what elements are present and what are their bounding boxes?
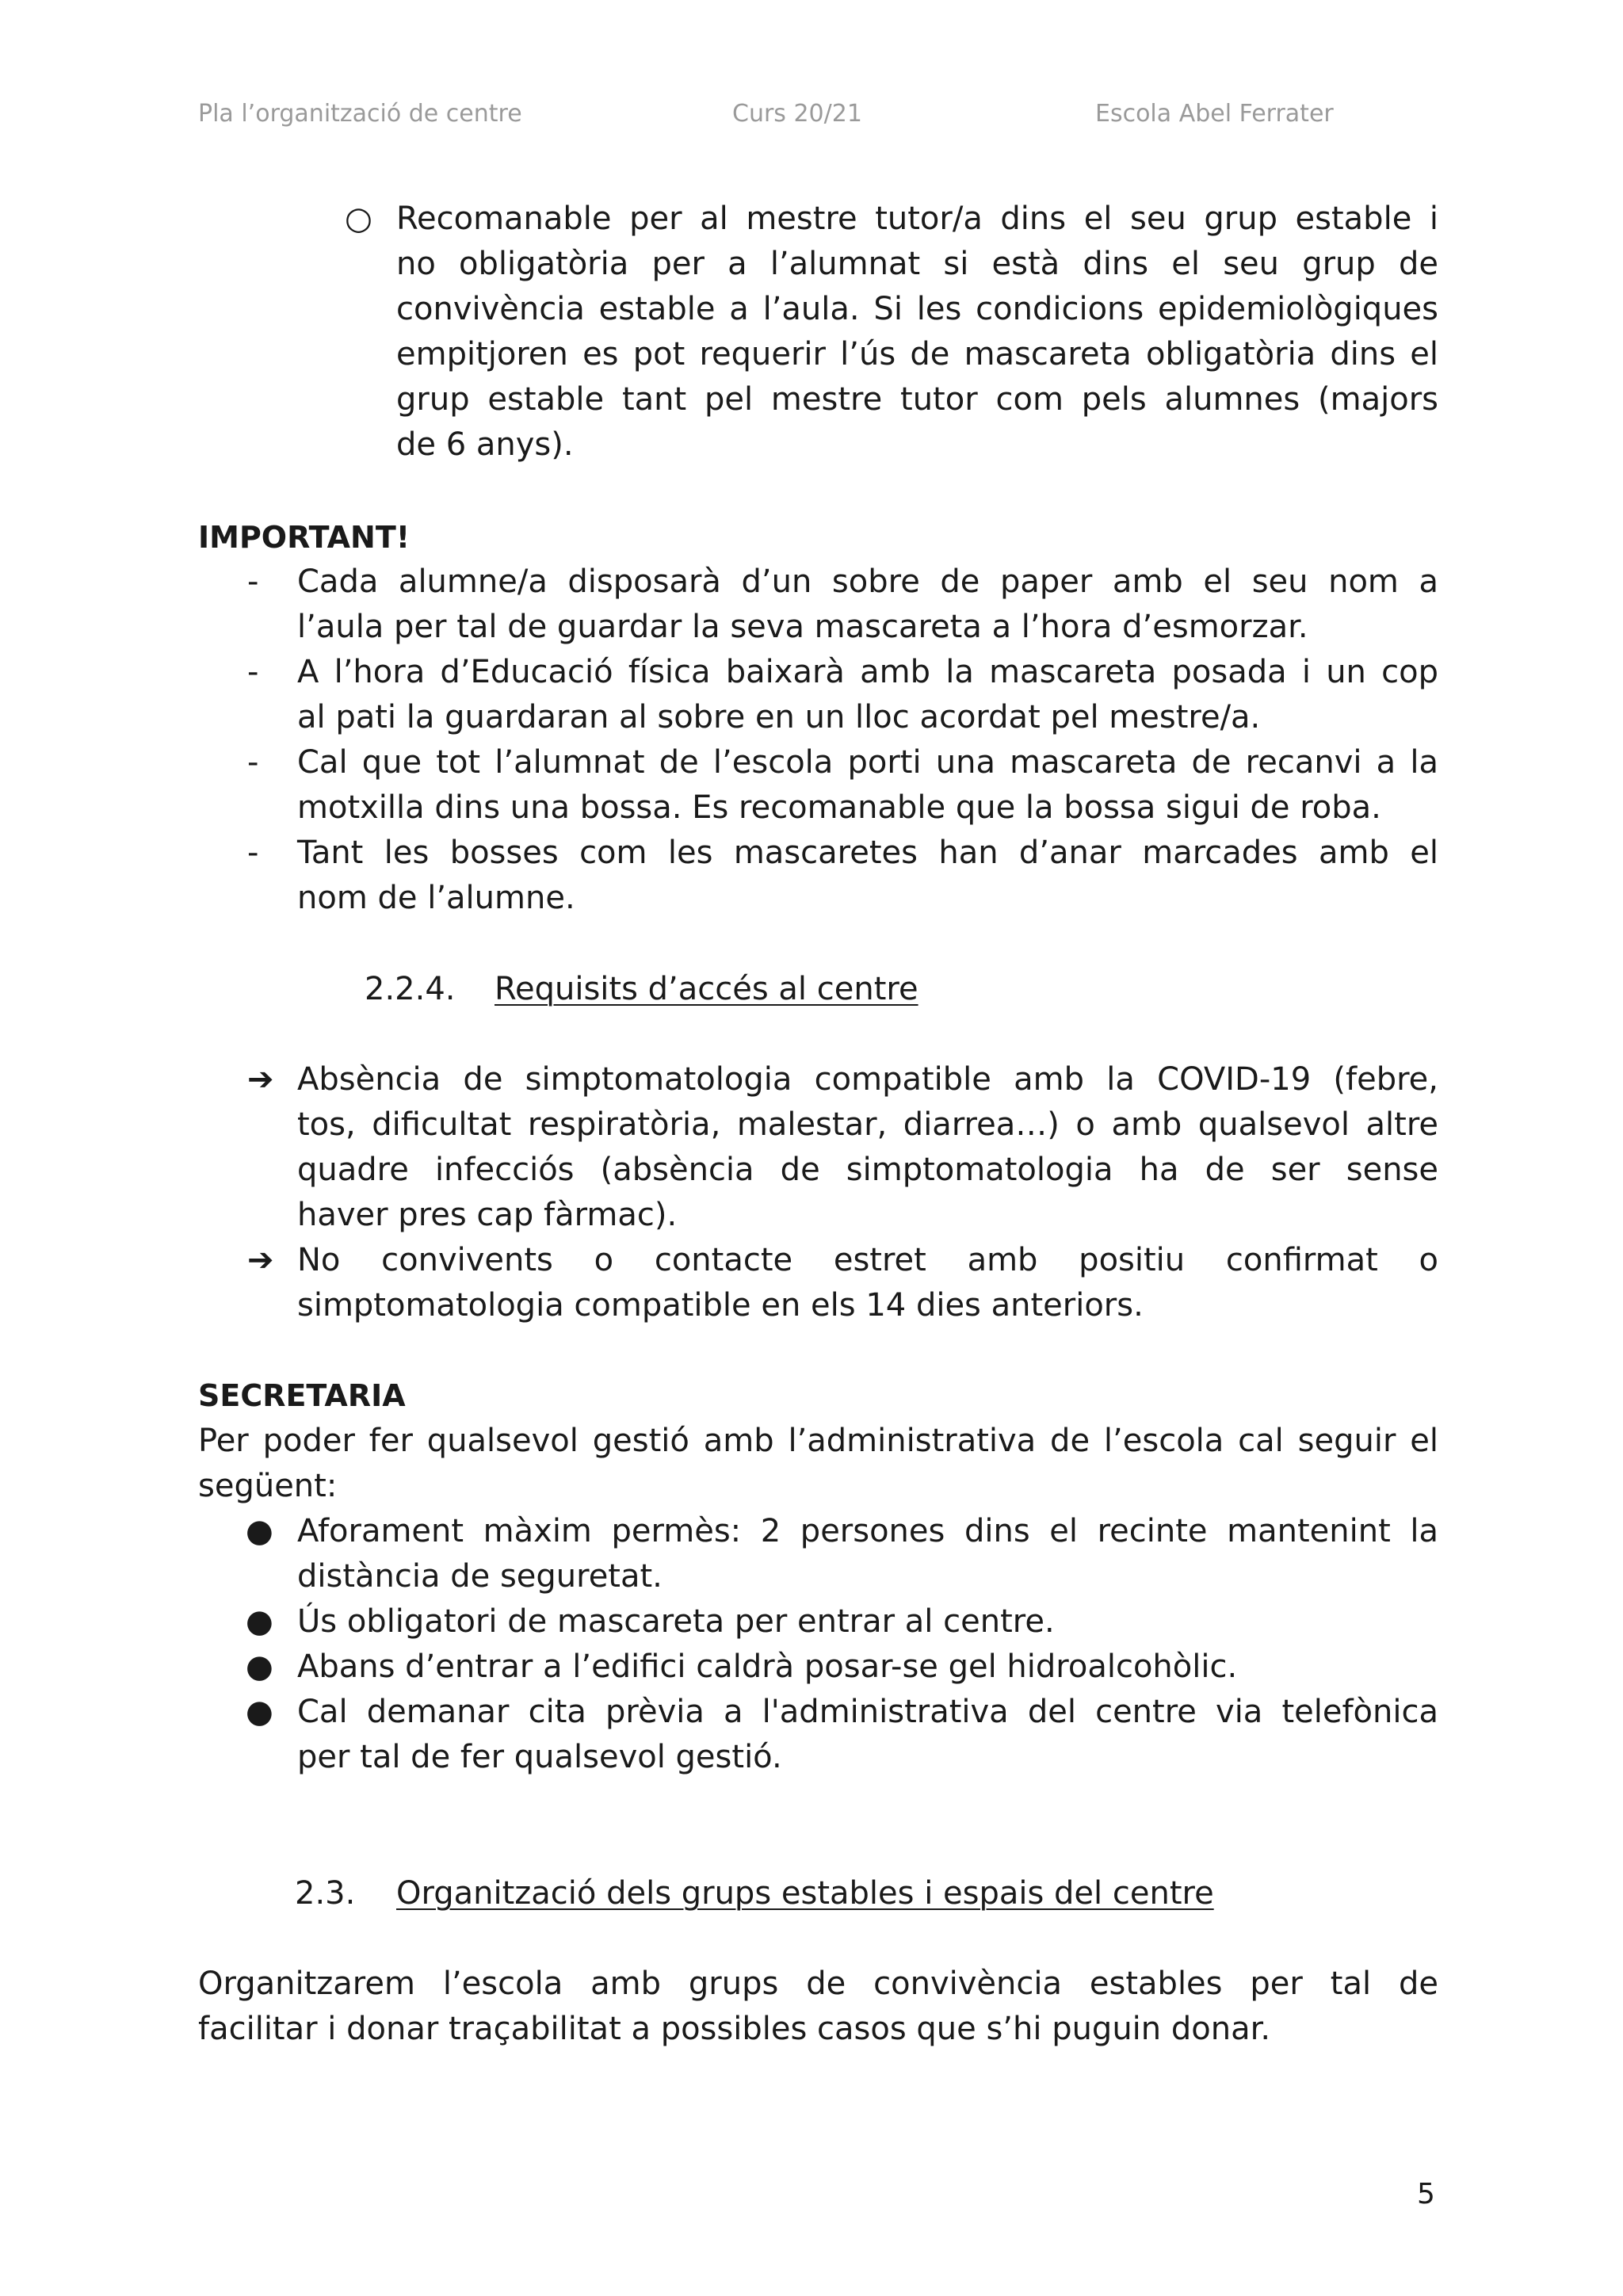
access-requirement-item xyxy=(297,1238,1438,1328)
bullet-marker: ● xyxy=(246,1648,273,1685)
text-line: Cada alumne/a disposarà d’un sobre de paper amb el seu nom a xyxy=(297,563,1438,600)
important-item xyxy=(297,560,1438,650)
section-title: Requisits d’accés al centre xyxy=(495,971,918,1007)
text-line: Abans d’entrar a l’edifici caldrà posar-se gel hidroalcohòlic. xyxy=(297,1648,1238,1685)
header-center: Curs 20/21 xyxy=(732,100,862,128)
text-line: Cal demanar cita prèvia a l'administrativa del centre via telefònica xyxy=(297,1694,1438,1730)
section-number: 2.3. xyxy=(295,1875,356,1912)
text-line: no obligatòria per a l’alumnat si està dins el seu grup de xyxy=(396,246,1438,282)
text-line: Absència de simptomatologia compatible amb la COVID-19 (febre, xyxy=(297,1061,1438,1098)
page-number: 5 xyxy=(1417,2178,1435,2210)
dash-marker: - xyxy=(247,835,259,871)
important-heading: IMPORTANT! xyxy=(198,520,411,555)
text-line: Per poder fer qualsevol gestió amb l’administrativa de l’escola cal seguir el xyxy=(198,1423,1438,1459)
bullet-marker: ● xyxy=(246,1513,273,1549)
text-line: Ús obligatori de mascareta per entrar al centre. xyxy=(297,1603,1055,1640)
bullet-marker: ● xyxy=(246,1694,273,1730)
arrow-icon: ➔ xyxy=(247,1242,274,1278)
text-line: motxilla dins una bossa. Es recomanable que la bossa sigui de roba. xyxy=(297,789,1381,826)
arrow-icon: ➔ xyxy=(247,1061,274,1098)
dash-marker: - xyxy=(247,654,259,690)
text-line: facilitar i donar traçabilitat a possibles casos que s’hi puguin donar. xyxy=(198,2011,1271,2047)
text-line: No convivents o contacte estret amb positiu confirmat o xyxy=(297,1242,1438,1278)
text-line: empitjoren es pot requerir l’ús de mascareta obligatòria dins el xyxy=(396,336,1438,372)
text-line: l’aula per tal de guardar la seva mascareta a l’hora d’esmorzar. xyxy=(297,609,1308,645)
section-paragraph xyxy=(198,1962,1438,2052)
section-number: 2.2.4. xyxy=(365,971,456,1007)
text-line: al pati la guardaran al sobre en un lloc acordat pel mestre/a. xyxy=(297,699,1261,735)
text-line: nom de l’alumne. xyxy=(297,880,575,916)
secretaria-heading: SECRETARIA xyxy=(198,1378,406,1413)
text-line: per tal de fer qualsevol gestió. xyxy=(297,1739,782,1775)
secretaria-item xyxy=(297,1599,1438,1645)
text-line: Aforament màxim permès: 2 persones dins el recinte mantenint la xyxy=(297,1513,1438,1549)
secretaria-item xyxy=(297,1509,1438,1599)
important-item xyxy=(297,650,1438,740)
section-title: Organització dels grups estables i espais del centre xyxy=(396,1875,1214,1912)
important-item xyxy=(297,740,1438,831)
secretaria-item xyxy=(297,1690,1438,1780)
hollow-bullet-marker: ○ xyxy=(345,201,372,237)
bullet-marker: ● xyxy=(246,1603,273,1640)
text-line: tos, dificultat respiratòria, malestar, diarrea…) o amb qualsevol altre xyxy=(297,1106,1438,1143)
mask-recommendation-text xyxy=(396,197,1438,468)
text-line: convivència estable a l’aula. Si les condicions epidemiològiques xyxy=(396,291,1438,327)
text-line: Organitzarem l’escola amb grups de convivència estables per tal de xyxy=(198,1966,1438,2002)
text-line: quadre infecciós (absència de simptomatologia ha de ser sense xyxy=(297,1152,1438,1188)
important-item xyxy=(297,831,1438,921)
text-line: Cal que tot l’alumnat de l’escola porti una mascareta de recanvi a la xyxy=(297,744,1438,781)
access-requirement-item xyxy=(297,1057,1438,1238)
header-right: Escola Abel Ferrater xyxy=(1095,100,1334,128)
text-line: de 6 anys). xyxy=(396,426,574,463)
header-left: Pla l’organització de centre xyxy=(198,100,522,128)
text-line: grup estable tant pel mestre tutor com pels alumnes (majors xyxy=(396,381,1438,418)
dash-marker: - xyxy=(247,563,259,600)
text-line: Tant les bosses com les mascaretes han d’anar marcades amb el xyxy=(297,835,1438,871)
text-line: distància de seguretat. xyxy=(297,1558,663,1595)
text-line: haver pres cap fàrmac). xyxy=(297,1197,678,1233)
secretaria-intro xyxy=(198,1419,1438,1509)
dash-marker: - xyxy=(247,744,259,781)
text-line: Recomanable per al mestre tutor/a dins el seu grup estable i xyxy=(396,201,1438,237)
text-line: següent: xyxy=(198,1468,338,1504)
text-line: simptomatologia compatible en els 14 dies anteriors. xyxy=(297,1287,1144,1324)
text-line: A l’hora d’Educació física baixarà amb la mascareta posada i un cop xyxy=(297,654,1438,690)
secretaria-item xyxy=(297,1645,1438,1690)
